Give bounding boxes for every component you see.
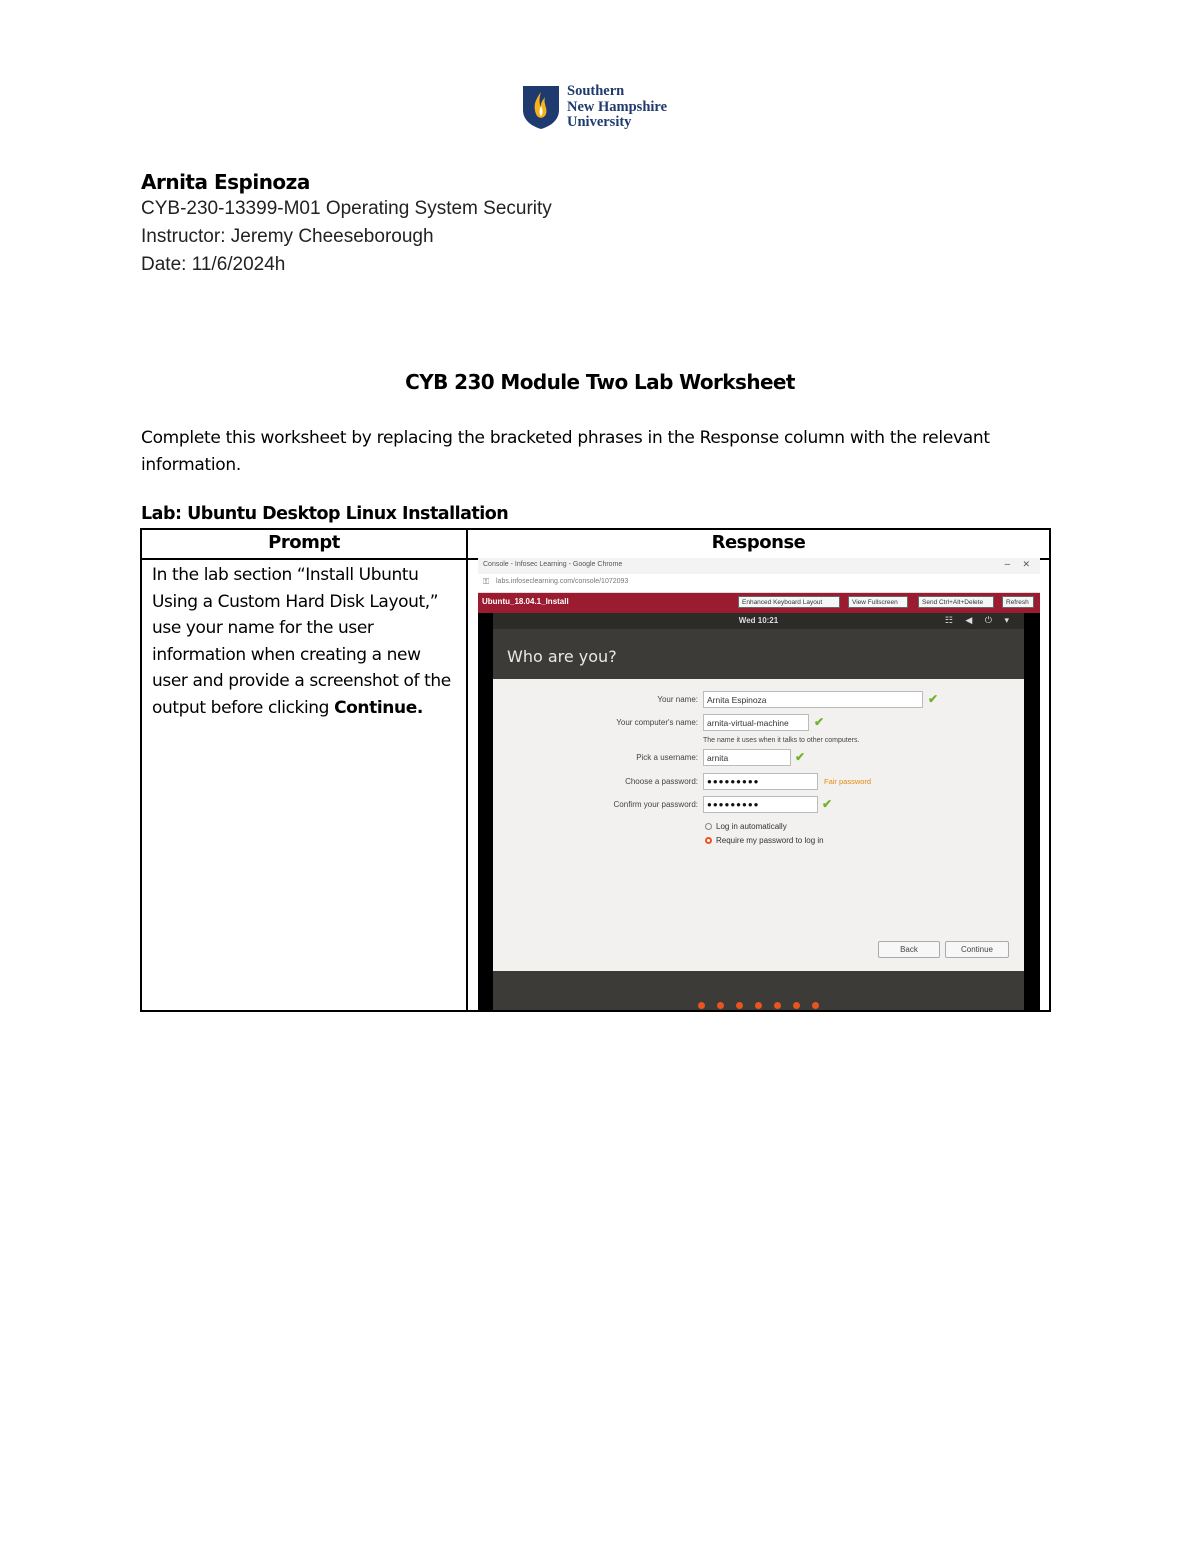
- username-row: [493, 749, 1024, 767]
- user-form: [493, 679, 1024, 971]
- system-tray-icons[interactable]: ☷ ◀ ⏻ ▾: [944, 615, 1014, 625]
- name-row: [493, 691, 1024, 709]
- enhanced-keyboard-button[interactable]: Enhanced Keyboard Layout: [738, 596, 840, 608]
- username-input[interactable]: arnita: [703, 749, 791, 766]
- username-label: Pick a username:: [636, 753, 698, 762]
- confirm-password-label: Confirm your password:: [613, 800, 698, 809]
- vm-toolbar: [478, 593, 1040, 613]
- ubuntu-top-bar: [493, 613, 1024, 629]
- require-password-option[interactable]: [705, 836, 824, 845]
- instructor-line: Instructor: Jeremy Cheeseborough: [141, 226, 434, 247]
- lab-heading: Lab: Ubuntu Desktop Linux Installation: [141, 504, 509, 524]
- auto-login-label: Log in automatically: [716, 822, 787, 831]
- browser-url: labs.infoseclearning.com/console/1072093: [496, 578, 629, 585]
- close-icon[interactable]: ✕: [1022, 559, 1030, 569]
- name-input[interactable]: Arnita Espinoza: [703, 691, 923, 708]
- table-column-divider: [466, 530, 468, 1010]
- password-input[interactable]: ●●●●●●●●●: [703, 773, 818, 790]
- progress-dot: [755, 1002, 762, 1009]
- refresh-button[interactable]: Refresh: [1002, 596, 1034, 608]
- clock: Wed 10:21: [738, 616, 779, 625]
- browser-address-bar[interactable]: [478, 574, 1040, 593]
- minimize-icon[interactable]: –: [1004, 559, 1010, 570]
- progress-dot: [793, 1002, 800, 1009]
- send-ctrl-alt-delete-button[interactable]: Send Ctrl+Alt+Delete: [918, 596, 994, 608]
- confirm-valid-check-icon: ✔: [822, 797, 833, 811]
- logo-wordmark: [567, 84, 667, 131]
- university-logo: [521, 84, 691, 132]
- prompt-bold-text: Continue.: [334, 697, 423, 718]
- progress-dot: [736, 1002, 743, 1009]
- password-strength: Fair password: [824, 777, 872, 786]
- browser-title: Console - Infosec Learning - Google Chrome: [483, 561, 623, 568]
- computer-name-hint: The name it uses when it talks to other computers.: [703, 737, 860, 744]
- password-label: Choose a password:: [625, 777, 698, 786]
- vm-console[interactable]: [478, 613, 1040, 1010]
- shield-flame-icon: [521, 84, 561, 130]
- require-password-label: Require my password to log in: [716, 836, 824, 845]
- view-fullscreen-button[interactable]: View Fullscreen: [848, 596, 908, 608]
- name-label: Your name:: [657, 695, 698, 704]
- computer-name-row: [493, 714, 1024, 732]
- computer-name-valid-check-icon: ✔: [814, 715, 825, 729]
- prompt-text: In the lab section “Install Ubuntu Using a Custom Hard Disk Layout,” use your name for the user information when creating a new user and provide a screenshot of the output before clicking: [152, 565, 451, 718]
- ubuntu-installer: [493, 613, 1024, 1010]
- progress-dot: [812, 1002, 819, 1009]
- progress-dot: [774, 1002, 781, 1009]
- password-row: [493, 773, 1024, 791]
- browser-title-bar: [478, 558, 1040, 574]
- instructions-paragraph: Complete this worksheet by replacing the bracketed phrases in the Response column with the relevant information.: [141, 428, 990, 475]
- author-name: Arnita Espinoza: [141, 170, 310, 194]
- auto-login-option[interactable]: [705, 822, 787, 831]
- column-header-prompt: Prompt: [268, 532, 340, 553]
- logo-line-3: University: [567, 114, 632, 130]
- column-header-response: Response: [711, 532, 806, 553]
- response-screenshot: [478, 558, 1040, 1010]
- computer-name-input[interactable]: arnita-virtual-machine: [703, 714, 809, 731]
- course-line: CYB-230-13399-M01 Operating System Security: [141, 198, 552, 219]
- install-progress-dots: [493, 996, 1024, 1010]
- progress-dot: [698, 1002, 705, 1009]
- progress-dot: [717, 1002, 724, 1009]
- radio-off-icon: [705, 823, 712, 830]
- username-valid-check-icon: ✔: [795, 750, 806, 764]
- name-valid-check-icon: ✔: [928, 692, 939, 706]
- back-button[interactable]: Back: [878, 941, 940, 958]
- radio-on-icon: [705, 837, 712, 844]
- document-title: CYB 230 Module Two Lab Worksheet: [405, 370, 795, 394]
- logo-line-2: New Hampshire: [567, 98, 668, 115]
- logo-line-1: Southern: [567, 83, 625, 99]
- confirm-password-input[interactable]: ●●●●●●●●●: [703, 796, 818, 813]
- date-line: Date: 11/6/2024h: [141, 254, 286, 275]
- installer-heading: Who are you?: [507, 647, 617, 666]
- computer-name-label: Your computer's name:: [616, 718, 698, 727]
- continue-button[interactable]: Continue: [945, 941, 1009, 958]
- vm-title: Ubuntu_18.04.1_Install: [482, 597, 569, 606]
- prompt-cell: [152, 562, 457, 721]
- confirm-password-row: [493, 796, 1024, 814]
- lock-icon: ⚿: [483, 577, 490, 586]
